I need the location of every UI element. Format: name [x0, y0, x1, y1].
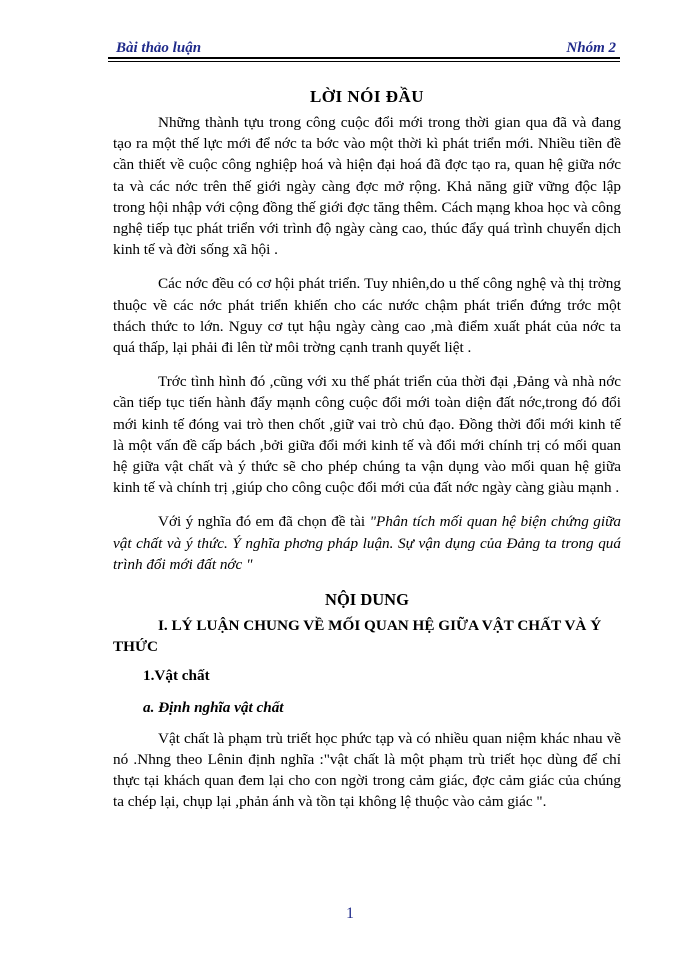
topic-lead: Với ý nghĩa đó em đã chọn đề tài	[158, 513, 370, 531]
intro-paragraph-3: Trớc tình hình đó ,cũng với xu thế phát triển của thời đại ,Đảng và nhà nớc cần tiếp tục tiến hành đẩy mạnh công cuộc đổi mới toàn diện đất nớc,trong đó đổi mới kinh tế đóng vai trò then chốt ,giữ vai trò chủ đạo. Đồng thời đổi mới kinh tế là một vấn đề cấp bách ,bởi giữa đổi mới kinh tế và đổi mới chính trị có mối quan hệ giữa vật chất và ý thức sẽ cho phép chúng ta vận dụng vào mối quan hệ giữa kinh tế và chính trị ,giúp cho công cuộc đổi mới của đất nớc ngày càng giàu mạnh .	[113, 373, 621, 497]
intro-paragraph-1: Những thành tựu trong công cuộc đổi mới trong thời gian qua đã và đang tạo ra một thế lực mới để nớc ta bớc vào một thời kì phát triển mới. Nhiều tiền đề cần thiết về cuộc công nghiệp hoá và hiện đại hoá đã đợc tạo ra, quan hệ giữa nớc ta và các nớc trên thế giới ngày càng đợc mở rộng. Khả năng giữ vững độc lập trong hội nhập với cộng đồng thế giới đợc tăng thêm. Cách mạng khoa học và công nghệ tiếp tục phát triển với trình độ ngày càng cao, thúc đẩy quá trình chuyển dịch kinh tế và đời sống xã hội .	[113, 114, 621, 259]
topic-title: "Phân tích mối quan hệ biện chứng giữa vật chất và ý thức. Ý nghĩa phơng pháp luận. Sự vận dụng của Đảng ta trong quá trình đổi mới đất nớc "	[113, 513, 621, 573]
page-title: LỜI NÓI ĐẦU	[309, 87, 425, 106]
heading-part-i: I. LÝ LUẬN CHUNG VỀ MỐI QUAN HỆ GIỮA VẬT CHẤT VÀ Ý THỨC	[113, 617, 602, 656]
header-group-name: Nhóm 2	[566, 40, 616, 56]
header-document-type: Bài thảo luận	[116, 40, 202, 56]
intro-paragraph-2: Các nớc đều có cơ hội phát triển. Tuy nhiên,do u thế công nghệ và thị trờng thuộc về các nớc phát triển khiến cho các nước chậm phát triển đứng trớc một thách thức to lớn. Nguy cơ tụt hậu ngày càng cao ,mà điểm xuất phát của nớc ta quá thấp, lại phải đi lên từ môi trờng cạnh tranh quyết liệt .	[113, 275, 621, 357]
definition-paragraph: Vật chất là phạm trù triết học phức tạp và có nhiều quan niệm khác nhau về nó .Nhng theo Lênin định nghĩa :"vật chất là một phạm trù triết học dùng để chỉ thực tại khách quan đem lại cho con ngời trong cảm giác, đợc cảm giác của chúng ta chép lại, chụp lại ,phản ánh và tồn tại không lệ thuộc vào cảm giác ".	[113, 729, 621, 811]
header-rule-thick	[108, 57, 620, 59]
page-number: 1	[346, 905, 354, 922]
heading-definition: a. Định nghĩa vật chất	[143, 698, 284, 716]
topic-paragraph	[113, 511, 621, 575]
document-body	[113, 86, 621, 826]
section-title: NỘI DUNG	[325, 590, 409, 610]
header-rule-thin	[108, 61, 620, 62]
page-header	[108, 38, 620, 58]
heading-matter: 1.Vật chất	[143, 667, 210, 685]
